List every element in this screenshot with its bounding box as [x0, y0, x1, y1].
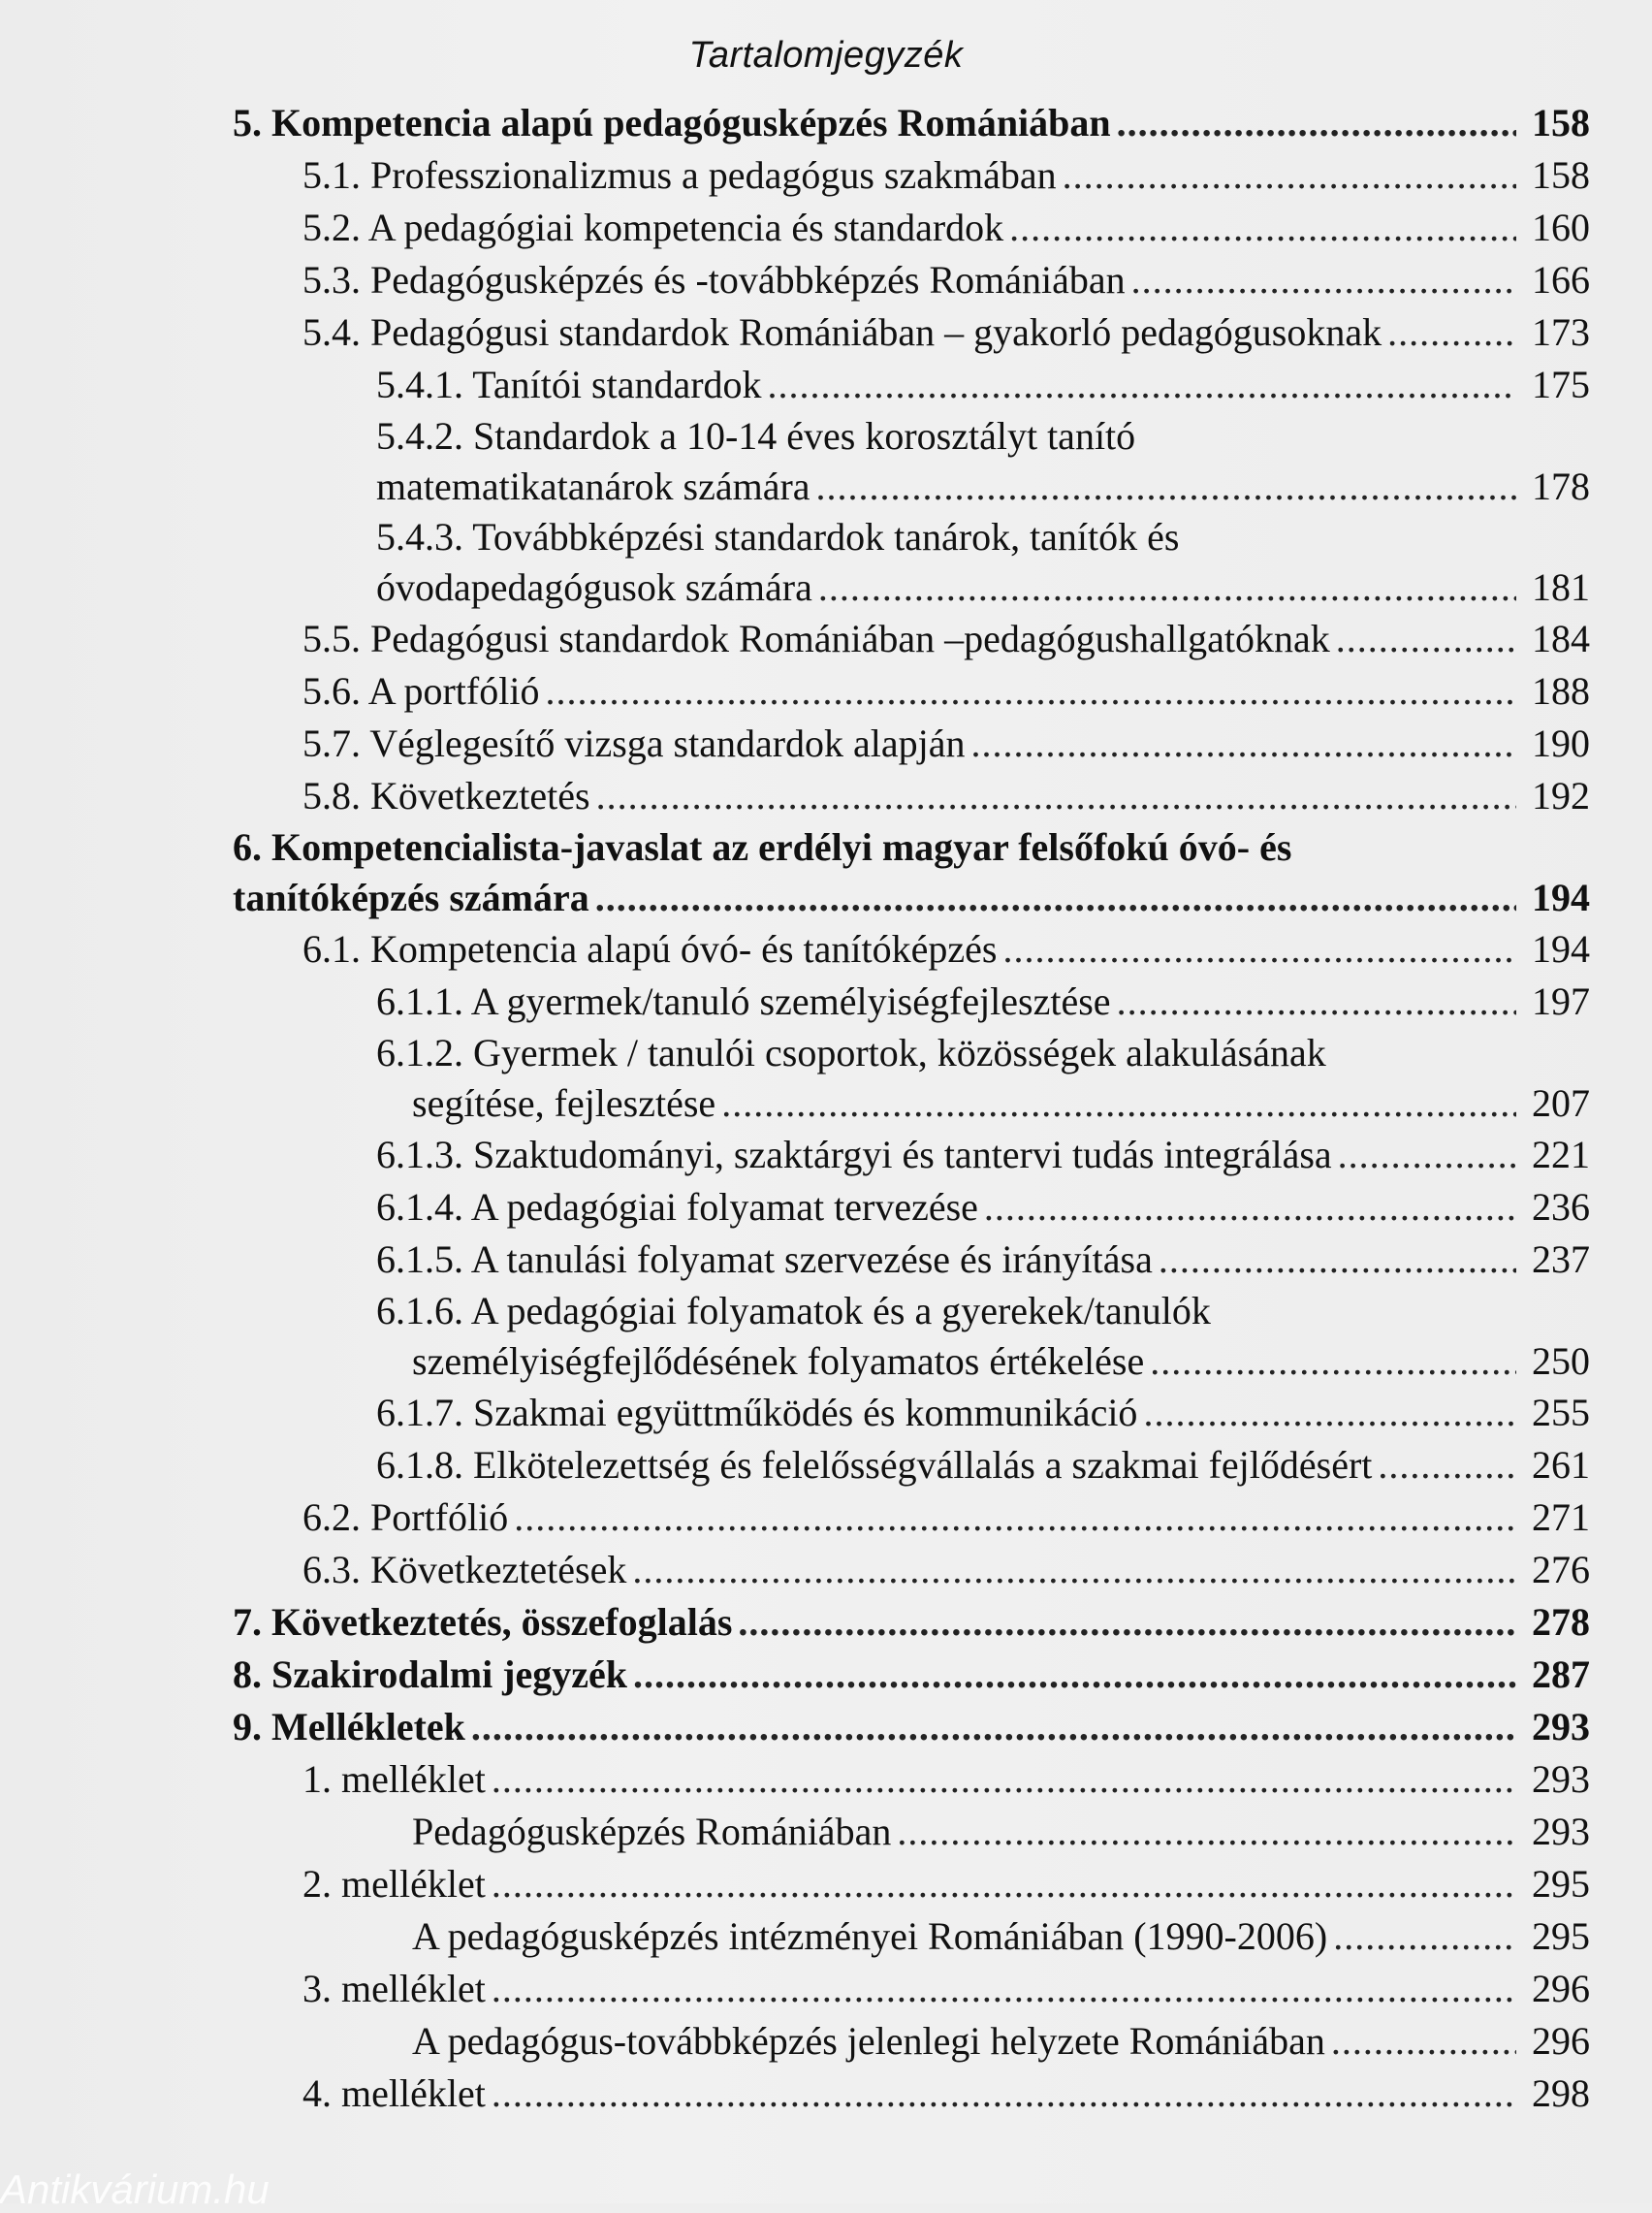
- toc-entry: [233, 1028, 1590, 1129]
- dot-leader: [1336, 613, 1516, 665]
- watermark: Antikvárium.hu: [0, 2166, 270, 2212]
- page-number: 278: [1532, 1600, 1590, 1644]
- toc-entry-title: 5.2. A pedagógiai kompetencia és standardok: [302, 206, 1004, 249]
- dot-leader: [1378, 1439, 1516, 1491]
- toc-entry-title: A pedagógusképzés intézményei Romániában (1990-2006): [412, 1914, 1328, 1958]
- dot-leader: [1131, 254, 1516, 306]
- page-number: 250: [1532, 1339, 1590, 1383]
- dot-leader: [1143, 1387, 1516, 1439]
- page-number: 194: [1532, 927, 1590, 971]
- dot-leader: [1002, 923, 1516, 976]
- dot-leader: [1333, 1910, 1516, 1963]
- toc-entry: [233, 1858, 1590, 1910]
- dot-leader: [492, 1858, 1516, 1910]
- page-number: 197: [1532, 979, 1590, 1023]
- toc-entry: [233, 1649, 1590, 1701]
- toc-entry: [233, 770, 1590, 822]
- toc-entry: [233, 976, 1590, 1028]
- toc-entry: [233, 411, 1590, 512]
- page-number: 287: [1532, 1652, 1590, 1696]
- page-number: 276: [1532, 1548, 1590, 1591]
- toc-entry-title: 6.1.3. Szaktudományi, szaktárgyi és tantervi tudás integrálása: [376, 1133, 1332, 1176]
- toc-entry: [233, 822, 1590, 923]
- toc-entry-title: 2. melléklet: [302, 1862, 486, 1906]
- dot-leader: [816, 462, 1516, 512]
- page-number: 293: [1532, 1757, 1590, 1801]
- page-number: 236: [1532, 1185, 1590, 1229]
- toc-entry: [233, 1491, 1590, 1544]
- toc-entry-title: segítése, fejlesztése: [412, 1081, 716, 1125]
- toc-entry-title-first-line: 5.4.3. Továbbképzési standardok tanárok, tanítók és: [376, 515, 1180, 559]
- page-number: 158: [1532, 153, 1590, 197]
- toc-entry-title: Pedagógusképzés Romániában: [412, 1810, 892, 1853]
- dot-leader: [897, 1806, 1516, 1858]
- toc-entry-title: 6.1.1. A gyermek/tanuló személyiségfejlesztése: [376, 979, 1111, 1023]
- dot-leader: [492, 1753, 1516, 1806]
- toc-entry-title-first-line: 6. Kompetencialista-javaslat az erdélyi magyar felsőfokú óvó- és: [233, 825, 1292, 869]
- page-number: 295: [1532, 1914, 1590, 1958]
- toc-entry: [233, 1181, 1590, 1234]
- dot-leader: [492, 2068, 1516, 2120]
- toc-entry: [233, 1701, 1590, 1753]
- page-number: 296: [1532, 1967, 1590, 2010]
- page-number: 296: [1532, 2019, 1590, 2063]
- toc-entry-title-first-line: 5.4.2. Standardok a 10-14 éves korosztályt tanító: [376, 414, 1136, 458]
- toc-entry-title: 6.1.5. A tanulási folyamat szervezése és irányítása: [376, 1237, 1153, 1281]
- toc-entry-title: 7. Következtetés, összefoglalás: [233, 1600, 733, 1644]
- toc-entry: [233, 97, 1590, 149]
- page-number: 255: [1532, 1391, 1590, 1434]
- toc-entry: [233, 718, 1590, 770]
- toc-entry-title: 6.1.7. Szakmai együttműködés és kommunikáció: [376, 1391, 1138, 1434]
- toc-entry-title: matematikatanárok számára: [376, 465, 810, 508]
- toc-entry: [233, 613, 1590, 665]
- dot-leader: [721, 1078, 1516, 1129]
- dot-leader: [633, 1649, 1516, 1701]
- toc-entry: [233, 1963, 1590, 2015]
- page-number: 192: [1532, 774, 1590, 818]
- toc-entry: [233, 202, 1590, 254]
- toc-entry-title: 6.1.4. A pedagógiai folyamat tervezése: [376, 1185, 978, 1229]
- toc-entry-title: A pedagógus-továbbképzés jelenlegi helyzete Romániában: [412, 2019, 1325, 2063]
- toc-entry: [233, 254, 1590, 306]
- toc-entry-title: óvodapedagógusok számára: [376, 565, 812, 609]
- dot-leader: [595, 873, 1516, 923]
- page-number: 271: [1532, 1495, 1590, 1539]
- page-number: 221: [1532, 1133, 1590, 1176]
- page-number: 298: [1532, 2071, 1590, 2115]
- toc-entry-title: 5.1. Professzionalizmus a pedagógus szakmában: [302, 153, 1057, 197]
- toc-entry-title: 9. Mellékletek: [233, 1705, 465, 1748]
- toc-entry: [233, 1806, 1590, 1858]
- dot-leader: [1331, 2015, 1516, 2068]
- toc-entry: [233, 359, 1590, 411]
- toc-entry-title: 5.6. A portfólió: [302, 669, 540, 713]
- toc-entry-title: 6.3. Következtetések: [302, 1548, 627, 1591]
- dot-leader: [1009, 202, 1516, 254]
- page-number: 166: [1532, 258, 1590, 302]
- page-number: 158: [1532, 101, 1590, 144]
- dot-leader: [984, 1181, 1516, 1234]
- page-number: 173: [1532, 310, 1590, 354]
- toc-entry: [233, 1286, 1590, 1387]
- toc-entry-title: 6.2. Portfólió: [302, 1495, 509, 1539]
- toc-entry-title: 3. melléklet: [302, 1967, 486, 2010]
- dot-leader: [1150, 1336, 1516, 1387]
- dot-leader: [632, 1544, 1516, 1596]
- table-of-contents: [233, 97, 1590, 2120]
- dot-leader: [1117, 97, 1516, 149]
- toc-entry: [233, 306, 1590, 359]
- toc-entry: [233, 2068, 1590, 2120]
- toc-entry: [233, 1439, 1590, 1491]
- toc-entry: [233, 1234, 1590, 1286]
- toc-entry-title: 5.7. Véglegesítő vizsga standardok alapján: [302, 722, 966, 765]
- toc-entry: [233, 512, 1590, 613]
- toc-entry-title: 5.3. Pedagógusképzés és -továbbképzés Romániában: [302, 258, 1126, 302]
- toc-entry: [233, 665, 1590, 718]
- dot-leader: [1063, 149, 1516, 202]
- toc-entry-title: 5.5. Pedagógusi standardok Romániában –pedagógushallgatóknak: [302, 617, 1330, 660]
- page-number: 184: [1532, 617, 1590, 660]
- page-number: 181: [1532, 565, 1590, 609]
- dot-leader: [492, 1963, 1516, 2015]
- dot-leader: [971, 718, 1516, 770]
- toc-entry: [233, 923, 1590, 976]
- dot-leader: [738, 1596, 1516, 1649]
- toc-entry-title: tanítóképzés számára: [233, 876, 589, 919]
- toc-entry-title: 6.1. Kompetencia alapú óvó- és tanítóképzés: [302, 927, 998, 971]
- dot-leader: [545, 665, 1516, 718]
- page-number: 175: [1532, 363, 1590, 406]
- page-number: 190: [1532, 722, 1590, 765]
- dot-leader: [1387, 306, 1516, 359]
- dot-leader: [768, 359, 1516, 411]
- page-number: 160: [1532, 206, 1590, 249]
- dot-leader: [1338, 1129, 1516, 1181]
- toc-entry-title: 6.1.8. Elkötelezettség és felelősségvállalás a szakmai fejlődésért: [376, 1443, 1373, 1487]
- page-number: 293: [1532, 1705, 1590, 1748]
- toc-entry-title: 4. melléklet: [302, 2071, 486, 2115]
- toc-entry-title: személyiségfejlődésének folyamatos értékelése: [412, 1339, 1145, 1383]
- toc-entry-title: 1. melléklet: [302, 1757, 486, 1801]
- toc-entry-title: 5.4.1. Tanítói standardok: [376, 363, 762, 406]
- toc-entry: [233, 1387, 1590, 1439]
- toc-entry: [233, 1129, 1590, 1181]
- dot-leader: [818, 562, 1516, 613]
- page-number: 178: [1532, 465, 1590, 508]
- dot-leader: [471, 1701, 1516, 1753]
- toc-entry: [233, 1910, 1590, 1963]
- dot-leader: [514, 1491, 1516, 1544]
- toc-entry: [233, 149, 1590, 202]
- page-number: 237: [1532, 1237, 1590, 1281]
- page-number: 194: [1532, 876, 1590, 919]
- page-number: 261: [1532, 1443, 1590, 1487]
- toc-entry-title: 5. Kompetencia alapú pedagógusképzés Romániában: [233, 101, 1111, 144]
- toc-entry-title-first-line: 6.1.6. A pedagógiai folyamatok és a gyerekek/tanulók: [376, 1289, 1211, 1332]
- toc-entry-title: 5.8. Következtetés: [302, 774, 590, 818]
- page-header: Tartalomjegyzék: [688, 35, 964, 76]
- page-number: 293: [1532, 1810, 1590, 1853]
- page-number: 207: [1532, 1081, 1590, 1125]
- dot-leader: [596, 770, 1516, 822]
- toc-entry-title: 8. Szakirodalmi jegyzék: [233, 1652, 628, 1696]
- toc-entry-title: 5.4. Pedagógusi standardok Romániában – gyakorló pedagógusoknak: [302, 310, 1382, 354]
- page-number: 295: [1532, 1862, 1590, 1906]
- toc-entry-title-first-line: 6.1.2. Gyermek / tanulói csoportok, közösségek alakulásának: [376, 1031, 1326, 1074]
- page-number: 188: [1532, 669, 1590, 713]
- dot-leader: [1159, 1234, 1516, 1286]
- toc-entry: [233, 1544, 1590, 1596]
- toc-entry: [233, 1753, 1590, 1806]
- toc-entry: [233, 2015, 1590, 2068]
- dot-leader: [1117, 976, 1516, 1028]
- toc-entry: [233, 1596, 1590, 1649]
